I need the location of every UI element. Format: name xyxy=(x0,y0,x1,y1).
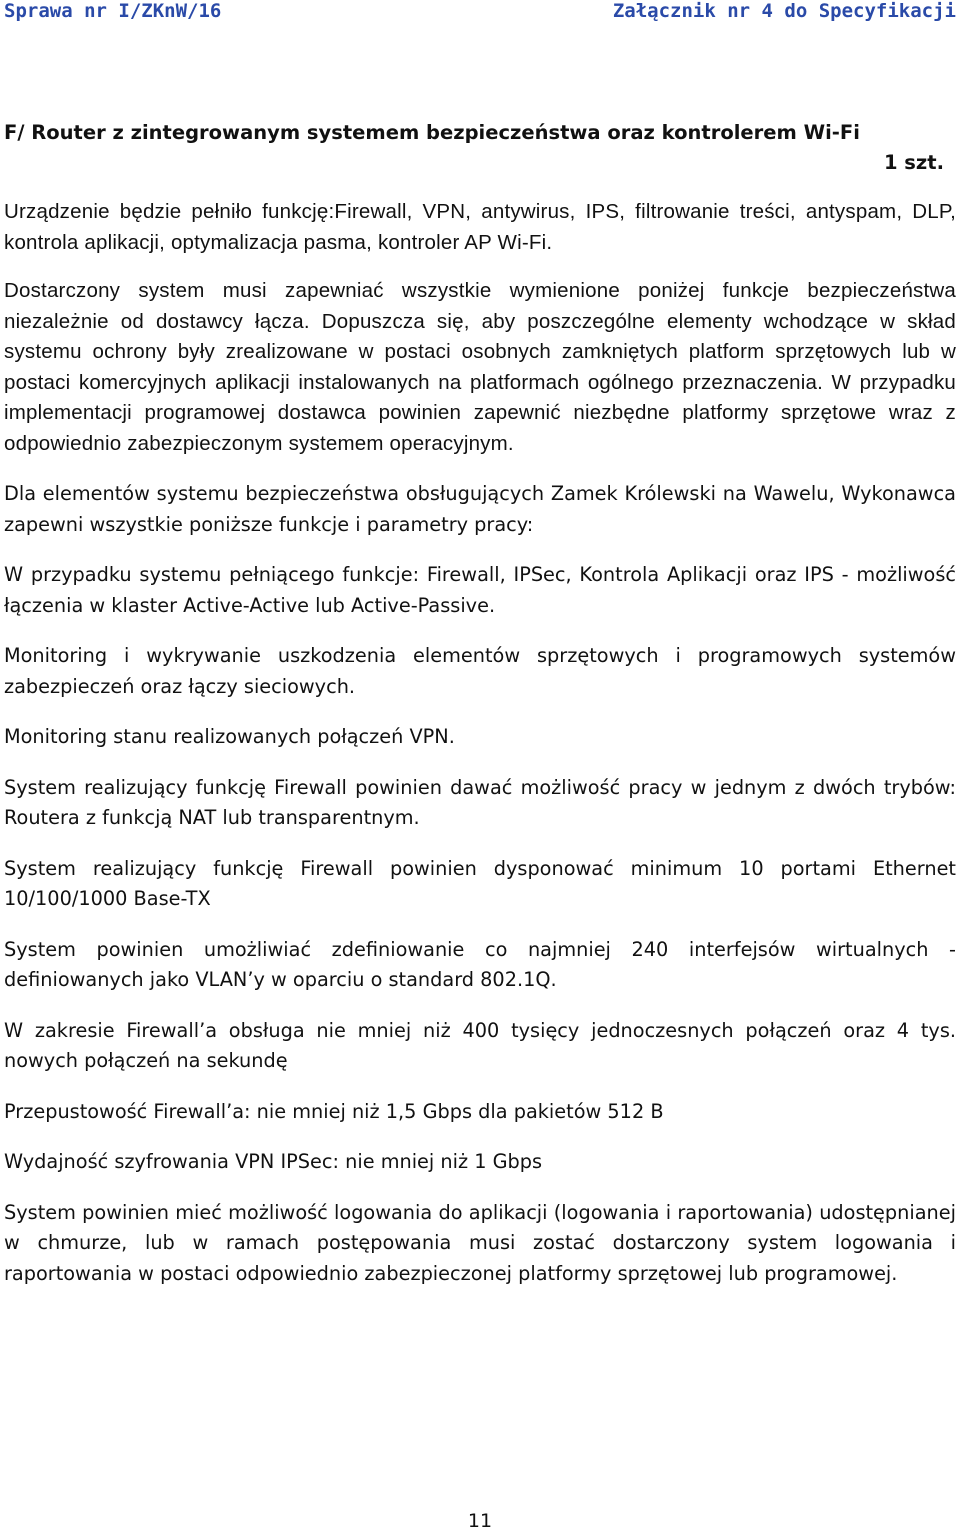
paragraph-functions: Urządzenie będzie pełniło funkcję:Firewall, VPN, antywirus, IPS, filtrowanie treści, antyspam, DLP, kontrola aplikacji, optymalizacja pasma, kontroler AP Wi-Fi. xyxy=(4,200,956,254)
paragraph-monitoring-hw: Monitoring i wykrywanie uszkodzenia elementów sprzętowych i programowych systemów zabezpieczeń oraz łączy sieciowych. xyxy=(4,644,956,698)
attachment-label: Załącznik nr 4 do Specyfikacji xyxy=(612,0,956,22)
paragraph-firewall-modes: System realizujący funkcję Firewall powinien dawać możliwość pracy w jednym z dwóch trybów: Routera z funkcją NAT lub transparentnym. xyxy=(4,775,956,829)
section-title xyxy=(4,118,950,178)
paragraph-connections: W zakresie Firewall’a obsługa nie mniej niż 400 tysięcy jednoczesnych połączeń oraz 4 tys. nowych połączeń na sekundę xyxy=(4,1018,956,1072)
section-quantity: 1 szt. xyxy=(883,151,944,174)
page-header xyxy=(4,0,956,22)
paragraph-vlan: System powinien umożliwiać zdefiniowanie co najmniej 240 interfejsów wirtualnych - definiowanych jako VLAN’y w oparciu o standard 802.1Q. xyxy=(4,937,956,991)
page-number: 11 xyxy=(467,1510,493,1532)
case-number: Sprawa nr I/ZKnW/16 xyxy=(4,0,222,22)
paragraph-cluster: W przypadku systemu pełniącego funkcje: Firewall, IPSec, Kontrola Aplikacji oraz IPS - możliwość łączenia w klaster Active-Active lub Active-Passive. xyxy=(4,563,956,617)
paragraph-throughput: Przepustowość Firewall’a: nie mniej niż 1,5 Gbps dla pakietów 512 B xyxy=(4,1099,664,1123)
paragraph-firewall-ports: System realizujący funkcję Firewall powinien dysponować minimum 10 portami Ethernet 10/100/1000 Base-TX xyxy=(4,856,956,910)
document-body xyxy=(4,197,956,1309)
paragraph-requirements: Dostarczony system musi zapewniać wszystkie wymienione poniżej funkcje bezpieczeństwa niezależnie od dostawcy łącza. Dopuszcza się, aby poszczególne elementy wchodzące w skład systemu ochrony były zrealizowane w postaci osobnych zamkniętych platform sprzętowych lub w postaci komercyjnych aplikacji instalowanych na platformach ogólnego przeznaczenia. W przypadku implementacji programowej dostawca powinien zapewnić niezbędne platformy sprzętowe wraz z odpowiednio zabezpieczonym systemem operacyjnym. xyxy=(4,279,956,455)
paragraph-monitoring-vpn: Monitoring stanu realizowanych połączeń VPN. xyxy=(4,725,455,748)
paragraph-logging: System powinien mieć możliwość logowania do aplikacji (logowania i raportowania) udostępnianej w chmurze, lub w ramach postępowania musi zostać dostarczony system logowania i raportowania w postaci odpowiednio zabezpieczonej platformy sprzętowej lub programowej. xyxy=(4,1200,956,1285)
section-title-text: F/ Router z zintegrowanym systemem bezpieczeństwa oraz kontrolerem Wi-Fi xyxy=(4,121,860,144)
paragraph-wawel: Dla elementów systemu bezpieczeństwa obsługujących Zamek Królewski na Wawelu, Wykonawca zapewni wszystkie poniższe funkcje i parametry pracy: xyxy=(4,482,956,536)
paragraph-vpn-performance: Wydajność szyfrowania VPN IPSec: nie mniej niż 1 Gbps xyxy=(4,1150,543,1173)
